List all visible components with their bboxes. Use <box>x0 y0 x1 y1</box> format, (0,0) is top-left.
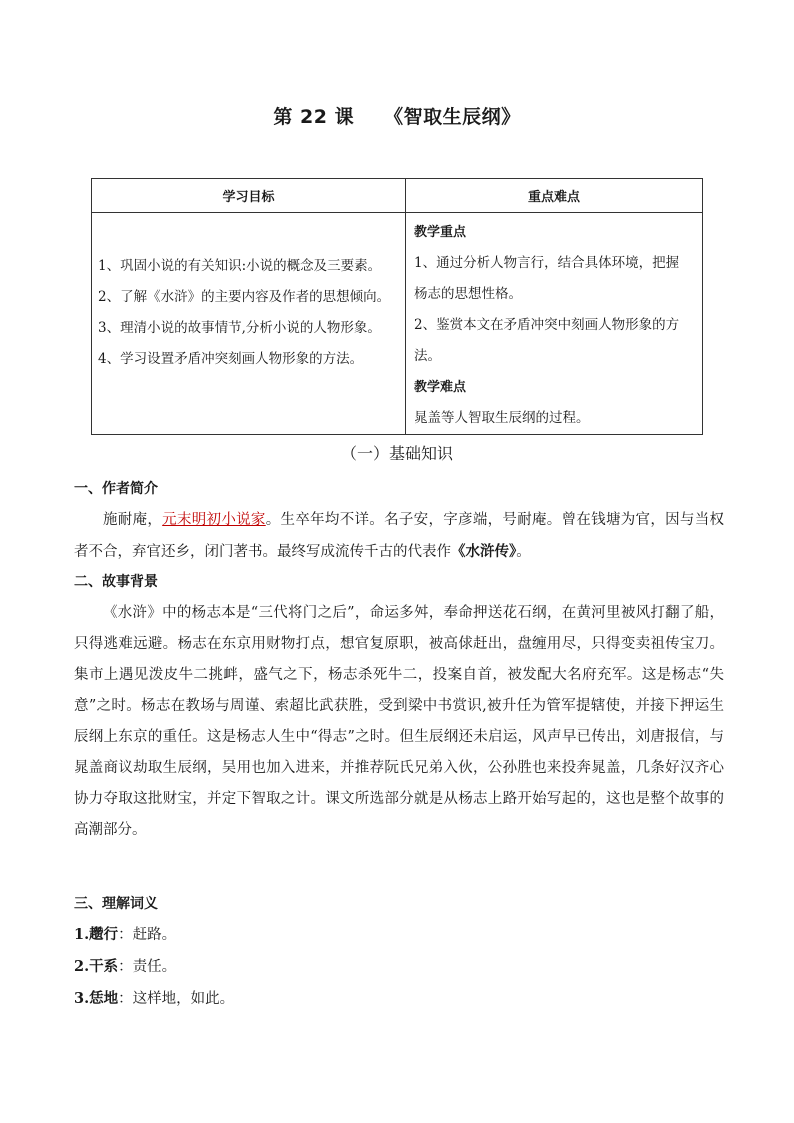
vocab-word: 趱行 <box>89 926 119 943</box>
key-difficult-cell <box>406 213 703 435</box>
vocab-heading: 三、理解词义 <box>74 896 158 912</box>
section-title: （一）基础知识 <box>340 444 453 463</box>
goals-table <box>91 178 703 435</box>
lesson-number: 第 22 课 <box>273 106 355 128</box>
vocab-number: 2. <box>74 958 90 975</box>
key-point-line: 杨志的思想性格。 <box>414 286 522 302</box>
table-header-row <box>92 179 703 213</box>
goal-item: 4、学习设置矛盾冲突刻画人物形象的方法。 <box>98 351 364 367</box>
vocab-definition: ：这样地，如此。 <box>118 991 235 1007</box>
vocab-word: 恁地 <box>89 990 119 1007</box>
author-era-highlight: 元末明初小说家 <box>162 512 266 528</box>
vocab-definition: ：责任。 <box>118 959 177 975</box>
vocab-number: 3. <box>74 990 90 1007</box>
page-title <box>0 102 794 129</box>
header-key-difficult: 重点难点 <box>406 179 703 213</box>
vocab-section <box>74 893 724 1015</box>
vocab-word: 干系 <box>89 958 119 975</box>
author-text-3: 。 <box>516 544 531 560</box>
vocab-item <box>74 951 724 983</box>
background-section <box>74 571 724 846</box>
author-text-2: 。生卒年均不详。名子安，字彦端，号耐庵。曾在钱塘为官，因与当权者不合，弃官还乡，闭门著书。最终写成流传千古的代表作 <box>74 512 725 560</box>
vocab-number: 1. <box>74 926 90 943</box>
key-point-line: 1、通过分析人物言行，结合具体环境，把握 <box>414 255 680 271</box>
author-text-1: 施耐庵， <box>103 512 163 528</box>
difficulty-text: 晁盖等人智取生辰纲的过程。 <box>414 410 590 426</box>
key-point-line: 2、鉴赏本文在矛盾冲突中刻画人物形象的方法。 <box>414 317 680 364</box>
difficulty-label: 教学难点 <box>414 380 467 395</box>
author-heading: 一、作者简介 <box>74 481 158 497</box>
lesson-name: 《智取生辰纲》 <box>384 106 521 128</box>
background-heading: 二、故事背景 <box>74 574 158 590</box>
header-learning-goals: 学习目标 <box>92 179 406 213</box>
vocab-item <box>74 983 724 1015</box>
key-points-label: 教学重点 <box>414 225 467 240</box>
goal-item: 1、巩固小说的有关知识:小说的概念及三要素。 <box>98 258 382 274</box>
author-paragraph <box>74 505 724 568</box>
goal-item: 2、了解《水浒》的主要内容及作者的思想倾向。 <box>98 289 391 305</box>
table-body-row <box>92 213 703 435</box>
author-section <box>74 478 724 568</box>
goal-item: 3、理清小说的故事情节,分析小说的人物形象。 <box>98 320 381 336</box>
learning-goals-cell <box>92 213 406 435</box>
vocab-definition: ：赶路。 <box>118 927 177 943</box>
vocab-item <box>74 919 724 951</box>
masterpiece-title: 《水浒传》 <box>451 543 517 560</box>
background-paragraph: 《水浒》中的杨志本是“三代将门之后”，命运多舛，奉命押送花石纲，在黄河里被风打翻了船，只得逃难远避。杨志在东京用财物打点，想官复原职，被高俅赶出，盘缠用尽，只得变卖祖传宝刀。集市上遇见泼皮牛二挑衅，盛气之下，杨志杀死牛二，投案自首，被发配大名府充军。这是杨志“失意”之时。杨志在教场与周谨、索超比武获胜，受到梁中书赏识,被升任为管军提辖使，并接下押运生辰纲上东京的重任。这是杨志人生中“得志”之时。但生辰纲还未启运，风声早已传出，刘唐报信，与晁盖商议劫取生辰纲，吴用也加入进来，并推荐阮氏兄弟入伙，公孙胜也来投奔晁盖，几条好汉齐心协力夺取这批财宝，并定下智取之计。课文所选部分就是从杨志上路开始写起的，这也是整个故事的高潮部分。 <box>74 605 724 838</box>
